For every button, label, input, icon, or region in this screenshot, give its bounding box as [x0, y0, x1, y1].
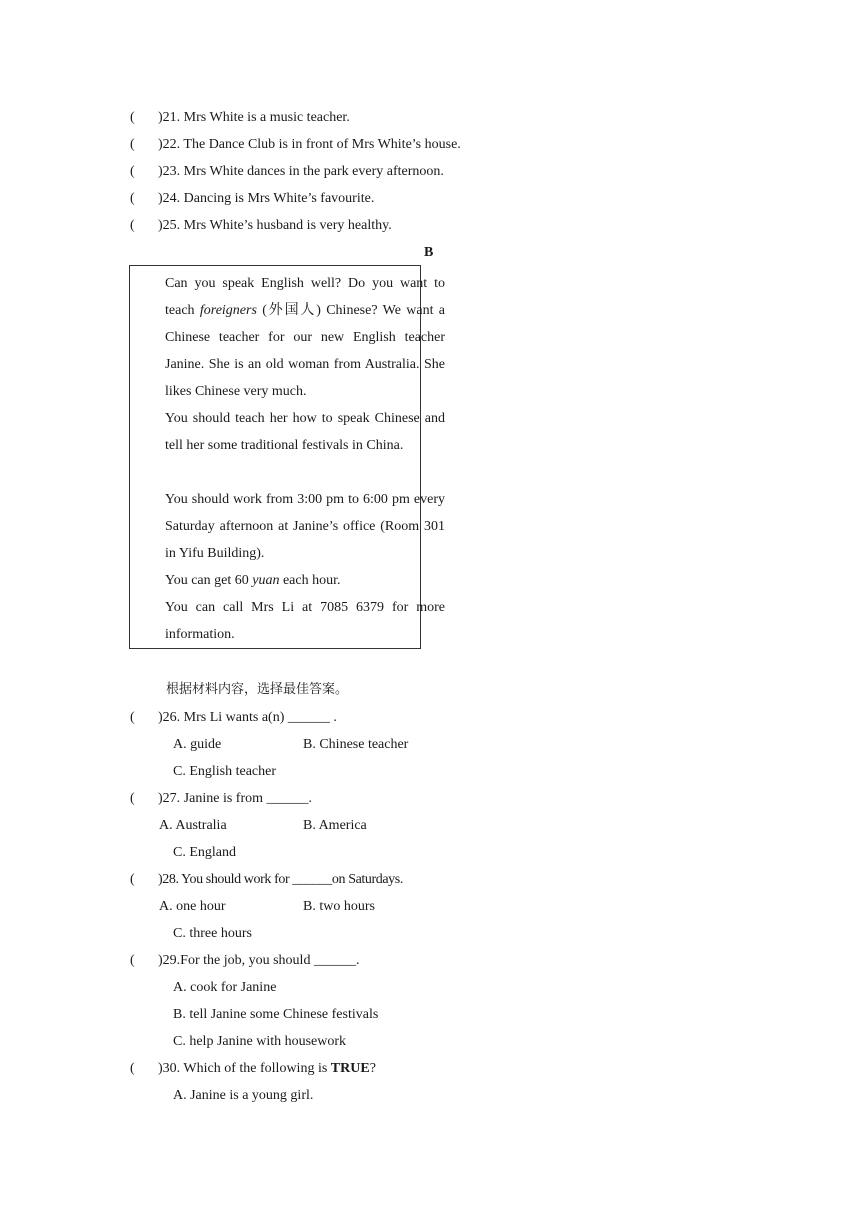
question-text: )28. You should work for ______on Saturdays. — [158, 872, 403, 887]
option-c[interactable]: C. help Janine with housework — [173, 1034, 347, 1049]
question-text: )26. Mrs Li wants a(n) ______ . — [158, 710, 337, 725]
passage-paragraph-5: You can call Mrs Li at 7085 6379 for more information. — [165, 600, 445, 642]
answer-paren[interactable]: ( — [130, 218, 135, 233]
answer-paren[interactable]: ( — [130, 137, 135, 152]
answer-paren[interactable]: ( — [130, 791, 135, 806]
option-c[interactable]: C. English teacher — [173, 764, 277, 779]
option-a[interactable]: A. guide — [173, 737, 222, 752]
instruction: 根据材料内容，选择最佳答案。 — [166, 682, 349, 697]
option-b[interactable]: B. America — [303, 818, 367, 833]
question-text: )27. Janine is from ______. — [158, 791, 312, 806]
option-c[interactable]: C. three hours — [173, 926, 252, 941]
question-text: )25. Mrs White’s husband is very healthy. — [158, 218, 392, 233]
question-text: )23. Mrs White dances in the park every afternoon. — [158, 164, 444, 179]
answer-paren[interactable]: ( — [130, 1061, 135, 1076]
option-a[interactable]: A. Australia — [159, 818, 227, 833]
option-b[interactable]: B. two hours — [303, 899, 375, 914]
option-c[interactable]: C. England — [173, 845, 236, 860]
question-text: )22. The Dance Club is in front of Mrs White’s house. — [158, 137, 461, 152]
section-b-label: B — [424, 245, 434, 260]
answer-paren[interactable]: ( — [130, 953, 135, 968]
question-text: )29.For the job, you should ______. — [158, 953, 360, 968]
option-b[interactable]: B. tell Janine some Chinese festivals — [173, 1007, 379, 1022]
passage-paragraph-4: You can get 60 yuan each hour. — [165, 573, 341, 588]
answer-paren[interactable]: ( — [130, 191, 135, 206]
option-a[interactable]: A. Janine is a young girl. — [173, 1088, 314, 1103]
answer-paren[interactable]: ( — [130, 710, 135, 725]
option-a[interactable]: A. cook for Janine — [173, 980, 277, 995]
question-text: )24. Dancing is Mrs White’s favourite. — [158, 191, 375, 206]
answer-paren[interactable]: ( — [130, 110, 135, 125]
question-text: )30. Which of the following is TRUE? — [158, 1061, 376, 1076]
question-text: )21. Mrs White is a music teacher. — [158, 110, 350, 125]
passage-paragraph-2: You should teach her how to speak Chinese and tell her some traditional festivals in China. — [165, 411, 445, 453]
option-a[interactable]: A. one hour — [159, 899, 226, 914]
passage-paragraph-3: You should work from 3:00 pm to 6:00 pm every Saturday afternoon at Janine’s office (Room 301 in Yifu Building). — [165, 492, 445, 561]
option-b[interactable]: B. Chinese teacher — [303, 737, 409, 752]
answer-paren[interactable]: ( — [130, 872, 135, 887]
reading-passage — [129, 265, 446, 649]
passage-paragraph-1: Can you speak English well? Do you want to teach foreigners (外国人) Chinese? We want a Chinese teacher for our new English teacher Janine. She is an old woman from Australia. She likes Chinese very much. — [165, 276, 446, 399]
answer-paren[interactable]: ( — [130, 164, 135, 179]
